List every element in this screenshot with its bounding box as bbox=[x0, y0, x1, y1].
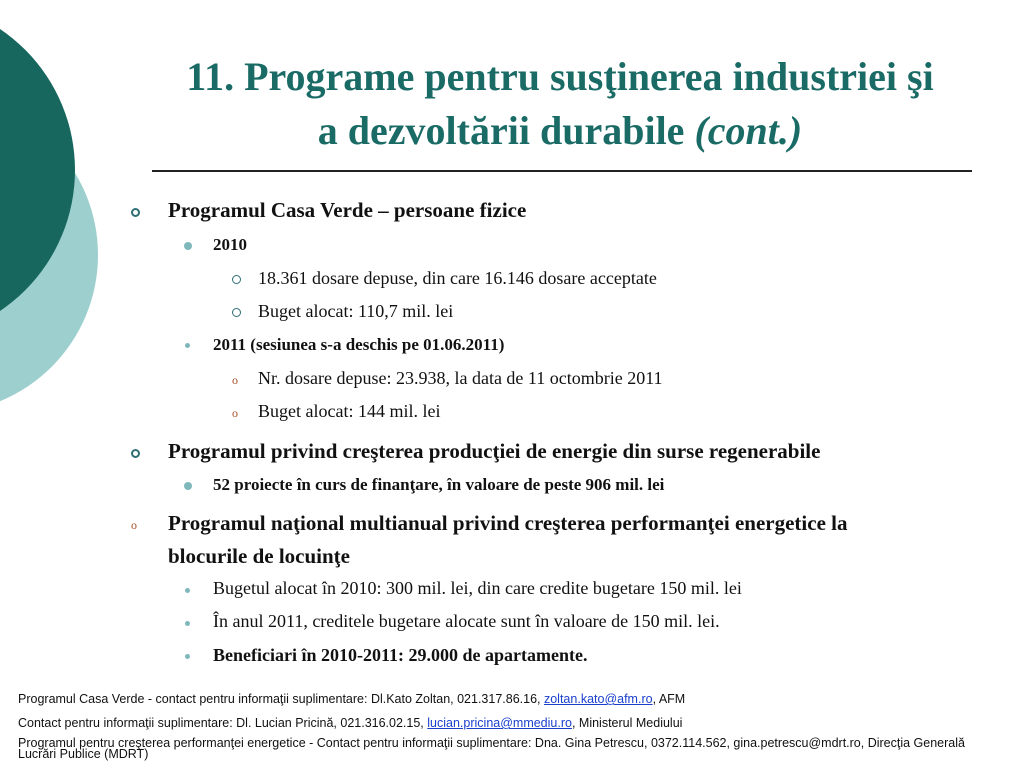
list-item: Bugetul alocat în 2010: 300 mil. lei, din care credite bugetare 150 mil. lei bbox=[213, 578, 742, 598]
slide-title bbox=[100, 50, 1020, 158]
list-item: Nr. dosare depuse: 23.938, la data de 11 octombrie 2011 bbox=[258, 368, 663, 388]
list-item: În anul 2011, creditele bugetare alocate sunt în valoare de 150 mil. lei. bbox=[213, 611, 720, 631]
year-2010-label: 2010 bbox=[213, 235, 247, 254]
list-item: Buget alocat: 144 mil. lei bbox=[258, 401, 441, 421]
footer-contact-mdrt: Programul pentru creşterea performanţei energetice - Contact pentru informaţii suplimentare: Dna. Gina Petrescu, 0372.114.562, gina.petrescu@mdrt.ro, Direcţia Generală Lucrări Publice (MDRT) bbox=[18, 736, 965, 761]
footer-contact-casa-verde: Programul Casa Verde - contact pentru informaţii suplimentare: Dl.Kato Zoltan, 021.317.86.16, zoltan.kato@afm.ro, AFM bbox=[18, 692, 686, 706]
light-teal-circle bbox=[0, 97, 98, 413]
title-line-2: a dezvoltării durabile (cont.) bbox=[317, 108, 803, 153]
ring-bullet-icon bbox=[232, 308, 241, 317]
list-item: Buget alocat: 110,7 mil. lei bbox=[258, 301, 454, 321]
dot-bullet-icon bbox=[184, 242, 192, 250]
email-link-kato[interactable]: zoltan.kato@afm.ro bbox=[543, 692, 653, 706]
o-bullet-icon: o bbox=[131, 518, 137, 532]
dot-bullet-icon bbox=[185, 654, 190, 659]
dot-bullet-icon bbox=[184, 482, 192, 490]
dark-teal-circle bbox=[0, 0, 75, 340]
dot-bullet-icon bbox=[185, 621, 190, 626]
energie-item: 52 proiecte în curs de finanţare, în valoare de peste 906 mil. lei bbox=[213, 475, 665, 494]
ring-bullet-icon bbox=[131, 449, 140, 458]
title-line-1: 11. Programe pentru susţinerea industriei şi bbox=[186, 54, 934, 99]
dot-bullet-icon bbox=[185, 343, 190, 348]
energie-heading: Programul privind creşterea producţiei de energie din surse regenerabile bbox=[168, 439, 821, 463]
casa-verde-heading: Programul Casa Verde – persoane fizice bbox=[168, 198, 527, 222]
list-item: 18.361 dosare depuse, din care 16.146 dosare acceptate bbox=[258, 268, 657, 288]
ring-bullet-icon bbox=[232, 275, 241, 284]
ring-bullet-icon bbox=[131, 208, 140, 217]
o-bullet-icon: o bbox=[232, 406, 238, 420]
year-2011-label: 2011 (sesiunea s-a deschis pe 01.06.2011) bbox=[213, 335, 505, 354]
beneficiari-item: Beneficiari în 2010-2011: 29.000 de apartamente. bbox=[213, 645, 588, 665]
dot-bullet-icon bbox=[185, 588, 190, 593]
footer-contact-mediu: Contact pentru informaţii suplimentare: Dl. Lucian Pricină, 021.316.02.15, lucian.pricina@mmediu.ro, Ministerul Mediului bbox=[18, 716, 683, 730]
title-italic: (cont.) bbox=[694, 108, 803, 153]
title-underline bbox=[152, 170, 972, 172]
email-link-pricina[interactable]: lucian.pricina@mmediu.ro bbox=[427, 716, 572, 730]
performanta-heading-line1: Programul naţional multianual privind creşterea performanţei energetice la bbox=[168, 511, 848, 535]
o-bullet-icon: o bbox=[232, 373, 238, 387]
performanta-heading-line2: blocurile de locuinţe bbox=[168, 544, 350, 568]
